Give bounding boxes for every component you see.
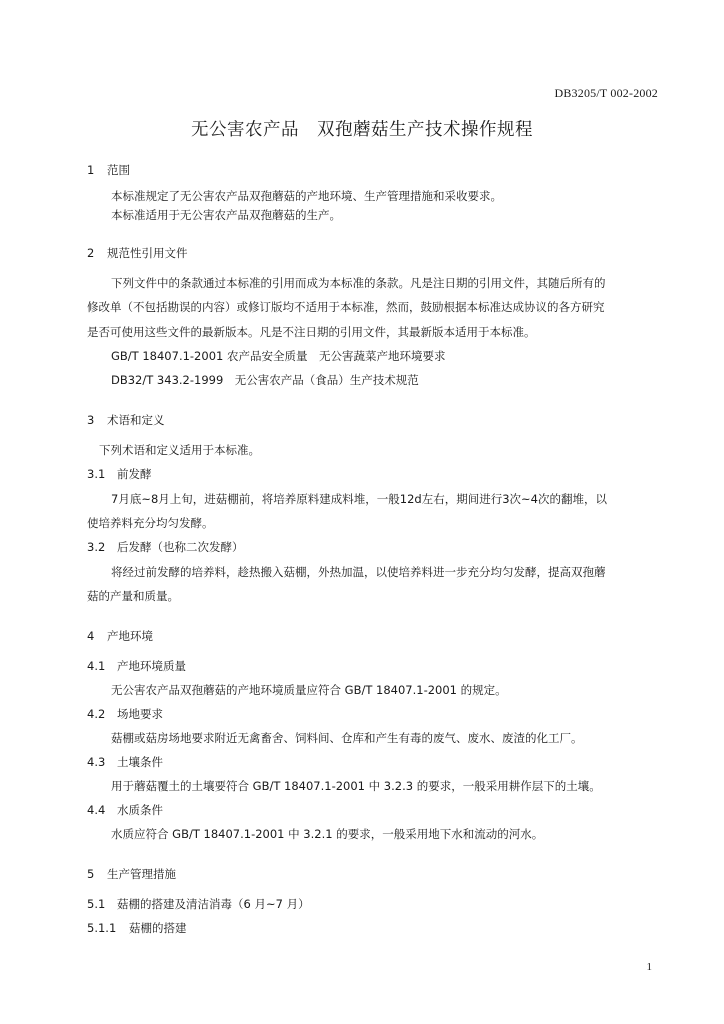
subsection-4-1-heading [87, 658, 186, 674]
paragraph-line: 菇的产量和质量。 [87, 589, 179, 603]
subsection-4-4-heading [87, 802, 163, 818]
subsection-5-1-heading [87, 896, 310, 912]
subsection-number: 4.1 [87, 659, 106, 673]
title-part-2: 双孢蘑菇生产技术操作规程 [317, 120, 533, 140]
section-4-heading [87, 628, 153, 644]
subsection-3-1-heading [87, 466, 152, 482]
section-title: 产地环境 [107, 629, 153, 643]
reference-2: DB32/T 343.2-1999 无公害农产品（食品）生产技术规范 [111, 373, 419, 387]
paragraph-line: 7月底~8月上旬，进菇棚前，将培养原料建成料堆，一般12d左右，期间进行3次~4次的翻堆，以 [111, 492, 607, 506]
subsection-title: 后发酵（也称二次发酵） [117, 540, 244, 554]
paragraph-line: 使培养料充分均匀发酵。 [87, 516, 214, 530]
reference-1: GB/T 18407.1-2001 农产品安全质量 无公害蔬菜产地环境要求 [111, 349, 446, 363]
subsection-number: 3.1 [87, 467, 106, 481]
section-number: 5 [87, 867, 95, 881]
paragraph: 本标准规定了无公害农产品双孢蘑菇的产地环境、生产管理措施和采收要求。 [111, 189, 502, 203]
section-number: 3 [87, 413, 95, 427]
page-number: 1 [646, 961, 652, 973]
section-title: 范围 [107, 163, 130, 177]
paragraph: 下列术语和定义适用于本标准。 [99, 443, 260, 457]
section-number: 2 [87, 246, 95, 260]
paragraph-line: 是否可使用这些文件的最新版本。凡是不注日期的引用文件，其最新版本适用于本标准。 [87, 325, 536, 339]
subsection-5-1-1-heading [87, 920, 187, 936]
section-number: 1 [87, 163, 95, 177]
section-title: 生产管理措施 [107, 867, 176, 881]
subsection-title: 水质条件 [117, 803, 163, 817]
subsection-number: 5.1.1 [87, 921, 117, 935]
paragraph: 菇棚或菇房场地要求附近无禽畜舍、饲料间、仓库和产生有毒的废气、废水、废渣的化工厂。 [111, 731, 583, 745]
section-3-heading [87, 412, 165, 428]
subsection-title: 菇棚的搭建 [129, 921, 187, 935]
subsection-number: 4.3 [87, 755, 106, 769]
subsection-number: 5.1 [87, 897, 106, 911]
paragraph-line: 下列文件中的条款通过本标准的引用而成为本标准的条款。凡是注日期的引用文件，其随后所有的 [111, 276, 606, 290]
section-title: 术语和定义 [107, 413, 165, 427]
subsection-4-2-heading [87, 706, 163, 722]
subsection-title: 前发酵 [117, 467, 152, 481]
section-2-heading [87, 245, 188, 261]
paragraph: 本标准适用于无公害农产品双孢蘑菇的生产。 [111, 208, 341, 222]
subsection-number: 4.2 [87, 707, 106, 721]
subsection-title: 菇棚的搭建及清洁消毒（6 月~7 月） [117, 897, 310, 911]
paragraph: 用于蘑菇覆土的土壤要符合 GB/T 18407.1-2001 中 3.2.3 的要求，一般采用耕作层下的土壤。 [111, 779, 601, 793]
paragraph-line: 将经过前发酵的培养料，趁热搬入菇棚，外热加温，以使培养料进一步充分均匀发酵，提高双孢蘑 [111, 565, 606, 579]
subsection-4-3-heading [87, 754, 163, 770]
section-5-heading [87, 866, 176, 882]
document-code: DB3205/T 002-2002 [554, 86, 658, 100]
subsection-title: 土壤条件 [117, 755, 163, 769]
section-1-heading [87, 162, 130, 178]
subsection-number: 3.2 [87, 540, 106, 554]
title-part-1: 无公害农产品 [191, 120, 299, 140]
subsection-title: 产地环境质量 [117, 659, 186, 673]
subsection-number: 4.4 [87, 803, 106, 817]
subsection-3-2-heading [87, 539, 244, 555]
subsection-title: 场地要求 [117, 707, 163, 721]
section-title: 规范性引用文件 [107, 246, 188, 260]
paragraph: 无公害农产品双孢蘑菇的产地环境质量应符合 GB/T 18407.1-2001 的规定。 [111, 683, 507, 697]
document-title [0, 116, 724, 141]
paragraph-line: 修改单（不包括勘误的内容）或修订版均不适用于本标准，然而，鼓励根据本标准达成协议的各方研究 [87, 300, 605, 314]
paragraph: 水质应符合 GB/T 18407.1-2001 中 3.2.1 的要求，一般采用地下水和流动的河水。 [111, 827, 544, 841]
section-number: 4 [87, 629, 95, 643]
